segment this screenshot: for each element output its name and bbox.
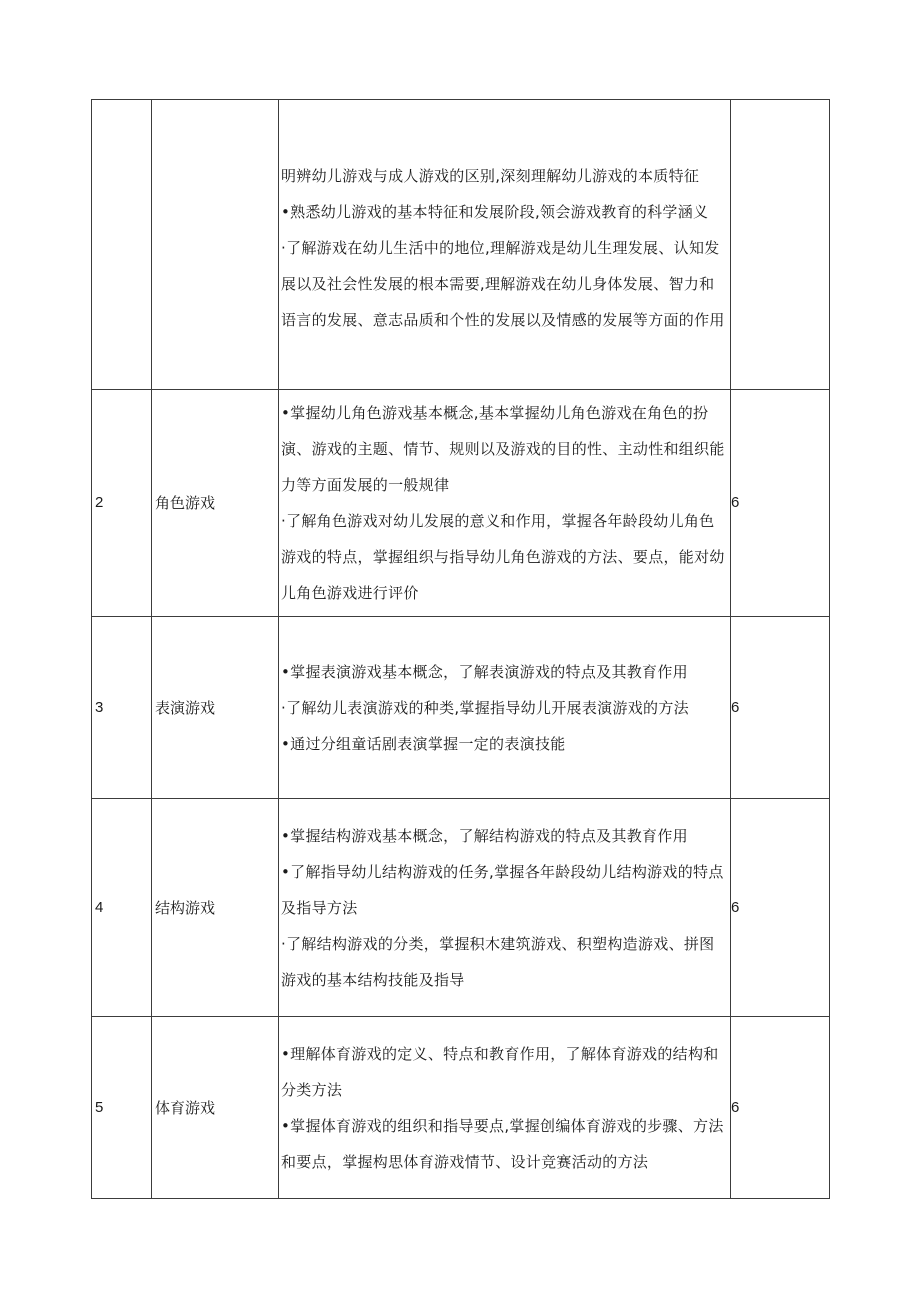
content-cell (279, 799, 731, 1017)
content-cell (279, 100, 731, 390)
content-point: ·了解幼儿表演游戏的种类,掌握指导幼儿开展表演游戏的方法 (281, 698, 689, 717)
row-number: 2 (92, 390, 152, 617)
topic-name: 结构游戏 (152, 799, 279, 1017)
row-number: 5 (92, 1017, 152, 1199)
row-number: 4 (92, 799, 152, 1017)
content-point: •掌握结构游戏基本概念，了解结构游戏的特点及其教育作用 (281, 826, 688, 845)
table-row (92, 1017, 830, 1199)
hours-cell: 6 (731, 390, 830, 617)
content-point: •掌握幼儿角色游戏基本概念,基本掌握幼儿角色游戏在角色的扮演、游戏的主题、情节、规则以及游戏的目的性、主动性和组织能力等方面发展的一般规律 (281, 404, 725, 494)
content-cell (279, 1017, 731, 1199)
content-point: •掌握表演游戏基本概念，了解表演游戏的特点及其教育作用 (281, 662, 688, 681)
hours-cell (731, 100, 830, 390)
content-point: ·了解结构游戏的分类，掌握积木建筑游戏、积塑构造游戏、拼图游戏的基本结构技能及指导 (281, 934, 715, 989)
content-point: •通过分组童话剧表演掌握一定的表演技能 (281, 734, 566, 753)
table-row (92, 390, 830, 617)
content-point: •了解指导幼儿结构游戏的任务,掌握各年龄段幼儿结构游戏的特点及指导方法 (281, 862, 724, 917)
topic-name: 角色游戏 (152, 390, 279, 617)
table-row (92, 617, 830, 799)
row-number: 3 (92, 617, 152, 799)
row-number (92, 100, 152, 390)
content-cell (279, 617, 731, 799)
content-cell (279, 390, 731, 617)
table-row (92, 799, 830, 1017)
topic-name: 表演游戏 (152, 617, 279, 799)
topic-name: 体育游戏 (152, 1017, 279, 1199)
content-point: •掌握体育游戏的组织和指导要点,掌握创编体育游戏的步骤、方法和要点，掌握构思体育游戏情节、设计竞赛活动的方法 (281, 1116, 724, 1171)
content-point: 明辨幼儿游戏与成人游戏的区别,深刻理解幼儿游戏的本质特征 (281, 166, 700, 185)
hours-cell: 6 (731, 799, 830, 1017)
table-row (92, 100, 830, 390)
content-point: ·了解角色游戏对幼儿发展的意义和作用，掌握各年龄段幼儿角色游戏的特点，掌握组织与指导幼儿角色游戏的方法、要点，能对幼儿角色游戏进行评价 (281, 512, 725, 602)
content-point: •熟悉幼儿游戏的基本特征和发展阶段,领会游戏教育的科学涵义 (281, 202, 709, 221)
topic-name (152, 100, 279, 390)
content-point: ·了解游戏在幼儿生活中的地位,理解游戏是幼儿生理发展、认知发展以及社会性发展的根本需要,理解游戏在幼儿身体发展、智力和语言的发展、意志品质和个性的发展以及情感的发展等方面的作用 (281, 238, 725, 329)
hours-cell: 6 (731, 1017, 830, 1199)
content-point: •理解体育游戏的定义、特点和教育作用，了解体育游戏的结构和分类方法 (281, 1044, 719, 1099)
course-table (91, 99, 830, 1199)
hours-cell: 6 (731, 617, 830, 799)
